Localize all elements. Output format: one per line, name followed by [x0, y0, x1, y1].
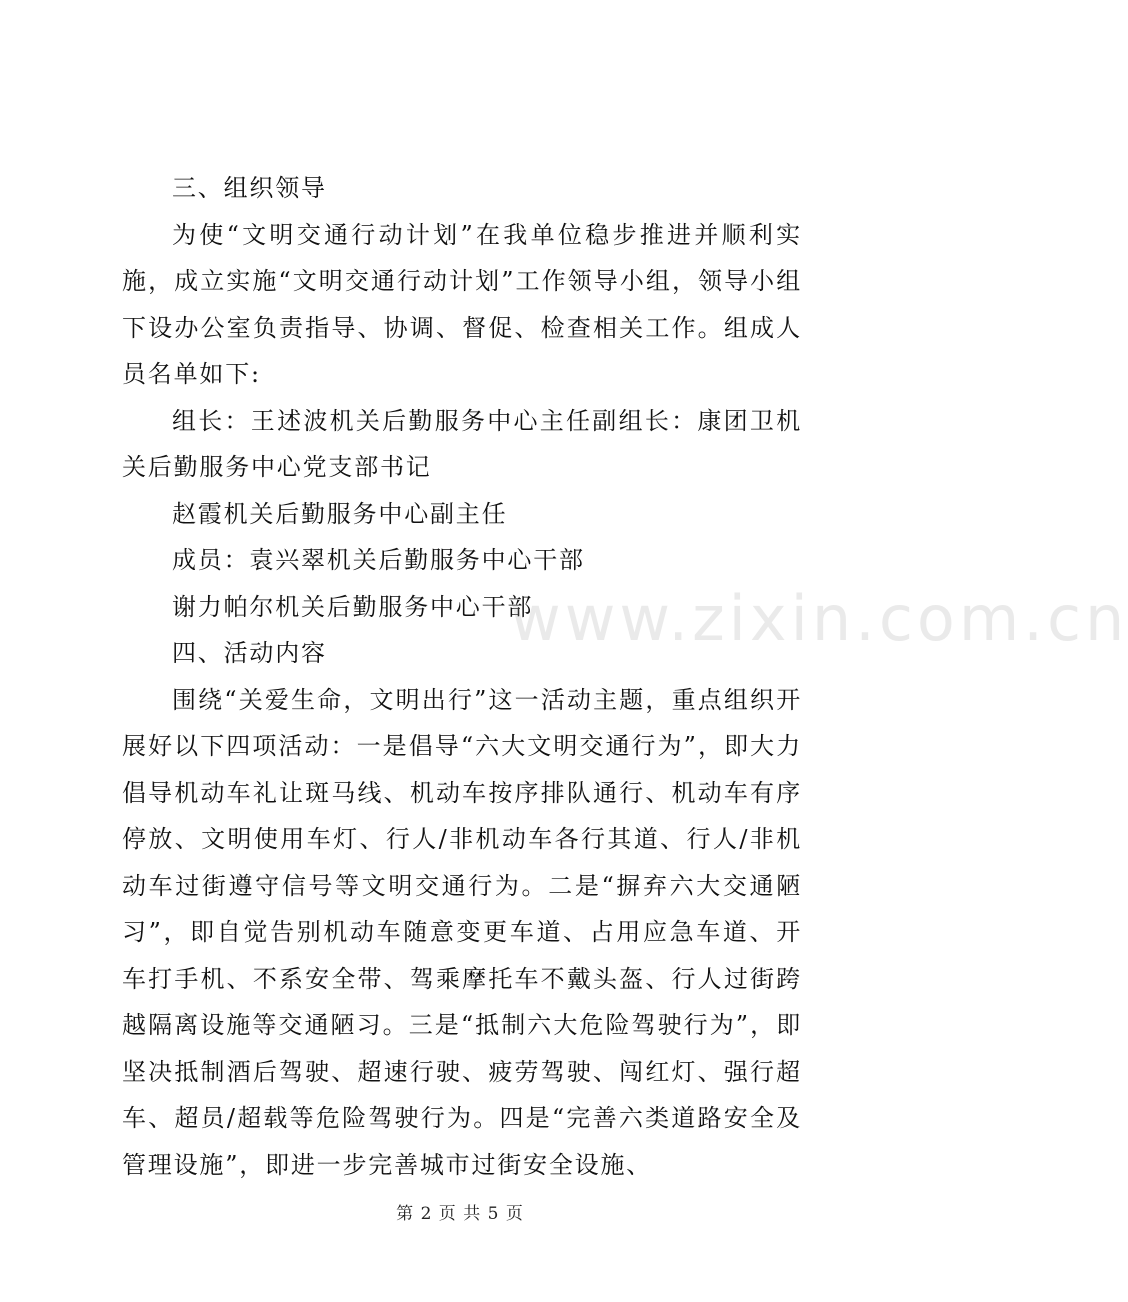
- paragraph-leader-list: 组长：王述波机关后勤服务中心主任副组长：康团卫机关后勤服务中心党支部书记: [122, 406, 802, 481]
- section-heading-organization: 三、组织领导: [172, 174, 327, 202]
- paragraph-member-2: 谢力帕尔机关后勤服务中心干部: [172, 592, 534, 621]
- page-footer: 第 2 页 共 5 页: [396, 1204, 524, 1224]
- document-body: [122, 165, 802, 1188]
- watermark-text: www.zixin.com.cn: [510, 582, 1128, 655]
- paragraph-activities: 围绕“关爱生命，文明出行”这一活动主题，重点组织开展好以下四项活动：一是倡导“六大文明交通行为”，即大力倡导机动车礼让斑马线、机动车按序排队通行、机动车有序停放、文明使用车灯、行人/非机动车各行其道、行人/非机动车过街遵守信号等文明交通行为。二是“摒弃六大交通陋习”，即自觉告别机动车随意变更车道、占用应急车道、开车打手机、不系安全带、驾乘摩托车不戴头盔、行人过街跨越隔离设施等交通陋习。三是“抵制六大危险驾驶行为”，即坚决抵制酒后驾驶、超速行驶、疲劳驾驶、闯红灯、强行超车、超员/超载等危险驾驶行为。四是“完善六类道路安全及管理设施”，即进一步完善城市过街安全设施、: [122, 685, 802, 1179]
- paragraph-deputy: 赵霞机关后勤服务中心副主任: [172, 499, 508, 528]
- paragraph-members: 成员：袁兴翠机关后勤服务中心干部: [172, 546, 585, 574]
- paragraph-organization-intro: 为使“文明交通行动计划”在我单位稳步推进并顺利实施，成立实施“文明交通行动计划”工作领导小组，领导小组下设办公室负责指导、协调、督促、检查相关工作。组成人员名单如下:: [122, 220, 802, 388]
- section-heading-activities: 四、活动内容: [172, 639, 327, 667]
